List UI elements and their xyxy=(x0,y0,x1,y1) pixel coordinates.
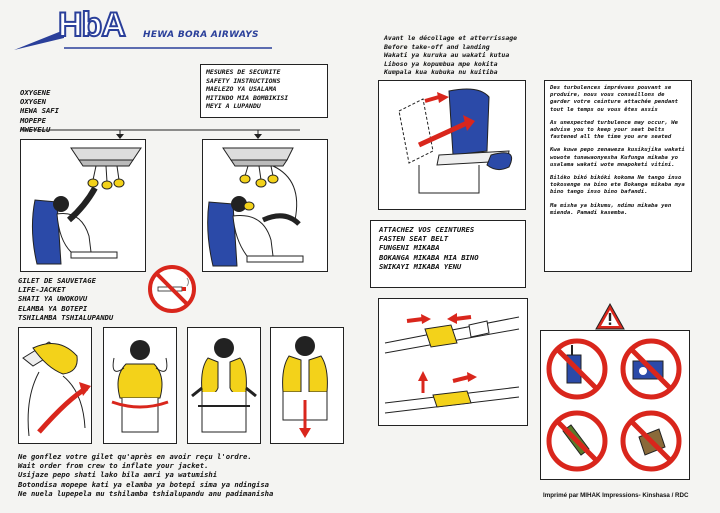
lifejacket-tighten-illustration xyxy=(271,328,343,443)
safety-instruction-line: MAELEZO YA USALAMA xyxy=(206,85,277,94)
turbulence-paragraph: Bilóko bikó bikóki kokoma Ne tango inso tokosenge na bino ete Bokanga mikaba mya bino tango inso bino bafandi. xyxy=(550,175,685,196)
takeoff-landing-text xyxy=(384,34,517,77)
fasten-seat-belt-box xyxy=(370,220,526,288)
logo-text: HbA xyxy=(58,6,125,44)
turbulence-paragraph: Kwa kuwa pepo zenaweza kusikujika wakati wowote tunawaonyesha Kufunga mikaba yo usalama wakati wote mnapoketi vitini. xyxy=(550,147,685,168)
lifejacket-label: GILET DE SAUVETAGE xyxy=(18,276,96,285)
oxygen-label: OXYGENE xyxy=(20,88,51,97)
oxygen-label-list xyxy=(20,88,59,134)
lifejacket-unpack-illustration xyxy=(19,328,91,443)
lifejacket-label: ELAMBA YA BOTEPI xyxy=(18,303,88,313)
safety-instruction-line: MITINDO MIA BOMBIKISI xyxy=(206,93,289,102)
airline-logo xyxy=(12,6,282,52)
safety-instruction-line: MESURES DE SECURITE xyxy=(206,68,281,76)
oxygen-label: HEWA SAFI xyxy=(20,106,59,116)
electronic-devices-box xyxy=(540,330,690,480)
seat-upright-panel xyxy=(378,80,526,210)
seatbelt-line: SWIKAYI MIKABA YENU xyxy=(379,261,462,271)
oxygen-label: MWEYELU xyxy=(20,124,51,134)
lifejacket-label: TSHILAMBA TSHIALUPANDU xyxy=(18,312,114,322)
seatbelt-line: FASTEN SEAT BELT xyxy=(379,234,449,244)
no-portable-phone-icon xyxy=(549,413,605,469)
oxygen-mask-wear-panel xyxy=(202,139,328,272)
oxygen-mask-wear-illustration xyxy=(203,140,327,271)
logo-swoosh-icon xyxy=(12,6,282,52)
no-radio-icon xyxy=(623,341,679,397)
lifejacket-step-3-panel xyxy=(187,327,261,444)
turbulence-paragraph: As unexpected turbulence may occur, We advise you to keep your seat belts fastened all the time you are seated xyxy=(550,119,678,141)
lifejacket-label: SHATI YA UWOKOVU xyxy=(18,294,88,304)
safety-instruction-line: SAFETY INSTRUCTIONS xyxy=(206,76,281,85)
safety-instruction-line: MEYI A LUPANDU xyxy=(206,102,261,111)
lifejacket-strap-illustration xyxy=(188,328,260,443)
lifejacket-instruction-line: Wait order from crew to inflate your jacket. xyxy=(18,461,209,471)
lifejacket-instructions xyxy=(18,452,273,498)
oxygen-label: OXYGEN xyxy=(20,97,46,107)
lifejacket-step-4-panel xyxy=(270,327,344,444)
takeoff-line: Before take-off and landing xyxy=(384,42,490,51)
takeoff-line: Liboso ya kopumbua mpe kokita xyxy=(384,59,498,68)
turbulence-paragraph: Ma misha ya bikumu, ndimu mikaba yen mienda. Pamadi kasemba. xyxy=(550,202,672,216)
safety-instructions-box xyxy=(200,64,328,118)
oxygen-mask-drop-illustration xyxy=(21,140,145,271)
lifejacket-instruction-line: Ne gonflez votre gilet qu'après en avoir reçu l'ordre. xyxy=(18,452,252,461)
no-mobile-phone-icon xyxy=(549,341,605,397)
oxygen-label: MOPEPE xyxy=(20,115,46,125)
no-smoking-icon xyxy=(147,264,197,314)
seatbelt-line: ATTACHEZ VOS CEINTURES xyxy=(379,225,475,234)
seatbelt-line: FUNGENI MIKABA xyxy=(379,243,440,253)
lifejacket-instruction-line: Usijaze pepo shati lako bila amri ya watumishi xyxy=(18,470,218,480)
lifejacket-label-list xyxy=(18,276,113,322)
lifejacket-instruction-line: Ne nuela lupepela mu tshilamba tshialupandu anu padimanisha xyxy=(18,488,274,498)
lifejacket-label: LIFE-JACKET xyxy=(18,285,66,295)
turbulence-paragraph: Des turbulences imprévues pouvant se produire, nous vous conseillons de garder votre ceinture attachée pendant tout le temps ou vous êtes assis xyxy=(550,85,678,113)
airline-name: HEWA BORA AIRWAYS xyxy=(143,30,259,40)
takeoff-line: Wakati ya kuruka au wakati kutua xyxy=(384,51,510,60)
turbulence-advice-box xyxy=(544,80,692,272)
lifejacket-instruction-line: Botondisa mopepe kati ya elamba ya botepi sima ya ndingisa xyxy=(18,479,269,489)
prohibited-devices-illustration xyxy=(541,331,689,479)
seatbelt-buckle-illustration xyxy=(379,299,527,425)
takeoff-line: Avant le décollage et atterrissage xyxy=(384,34,518,42)
lifejacket-step-2-panel xyxy=(103,327,177,444)
seatbelt-buckle-panel xyxy=(378,298,528,426)
seatbelt-line: BOKANGA MIKABA MIA BINO xyxy=(379,252,479,262)
seat-upright-illustration xyxy=(379,81,525,209)
printer-credit: Imprimé par MIHAK Impressions- Kinshasa / RDC xyxy=(543,492,689,499)
lifejacket-don-illustration xyxy=(104,328,176,443)
warning-triangle-icon xyxy=(594,302,626,332)
no-game-device-icon xyxy=(623,413,679,469)
lifejacket-step-1-panel xyxy=(18,327,92,444)
takeoff-line: Kumpala kua kubuka nu kuitiba xyxy=(384,68,498,77)
oxygen-mask-drop-panel xyxy=(20,139,146,272)
